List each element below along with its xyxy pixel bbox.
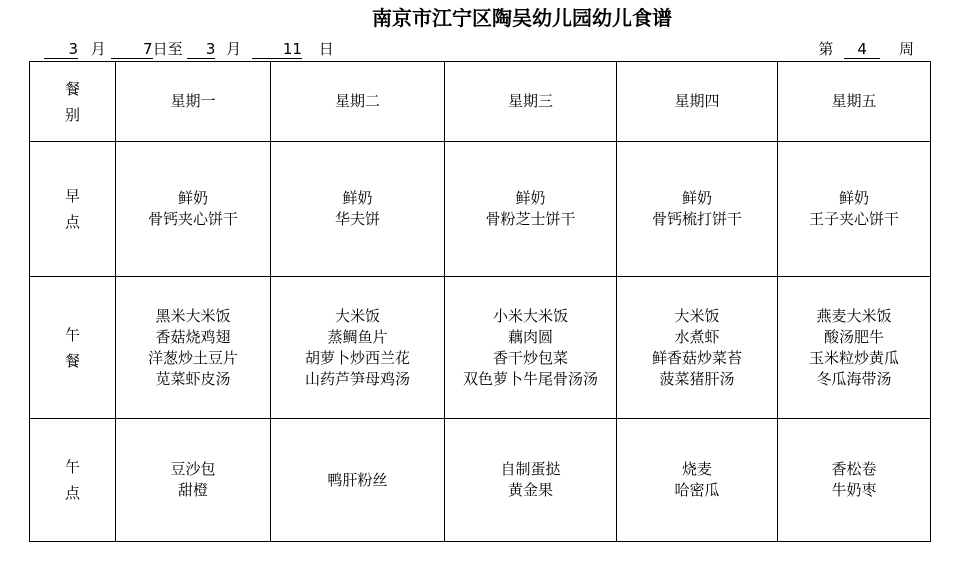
menu-cell-thu [617, 142, 778, 277]
menu-item: 燕麦大米饭 [816, 306, 892, 325]
menu-item: 鲜香菇炒菜苔 [651, 348, 742, 367]
day-header-wed: 星期三 [445, 62, 617, 142]
menu-table [29, 61, 931, 542]
day-to-label: 日至 [152, 40, 183, 58]
menu-cell-fri [778, 142, 931, 277]
menu-item: 大米饭 [674, 306, 720, 325]
menu-item: 菠菜猪肝汤 [659, 369, 735, 388]
menu-item: 烧麦 [681, 460, 712, 478]
end-month: 3 [187, 40, 215, 59]
menu-item: 香干炒包菜 [492, 348, 568, 367]
menu-item: 冬瓜海带汤 [816, 369, 892, 388]
menu-item: 水煮虾 [674, 327, 720, 346]
table-row-breakfast [30, 142, 931, 277]
meal-header-char-1: 餐 [64, 79, 80, 98]
menu-item: 牛奶枣 [831, 481, 877, 499]
menu-cell-fri [778, 419, 931, 542]
menu-item: 山药芦笋母鸡汤 [304, 369, 410, 388]
menu-item: 胡萝卜炒西兰花 [304, 348, 410, 367]
meal-header-cell [30, 62, 116, 142]
menu-item: 大米饭 [334, 306, 380, 325]
week-indicator [818, 39, 914, 59]
date-range [44, 39, 334, 59]
menu-cell-wed [445, 142, 617, 277]
header-row [30, 62, 931, 142]
menu-item: 鲜奶 [177, 189, 208, 207]
month-char-1: 月 [90, 40, 106, 58]
meal-header-char-2: 别 [64, 105, 80, 124]
meal-label-cell [30, 419, 116, 542]
table-row-snack [30, 419, 931, 542]
menu-item: 哈密瓜 [674, 481, 720, 499]
menu-cell-thu [617, 419, 778, 542]
menu-item: 鲜奶 [515, 189, 546, 207]
menu-cell-mon [116, 277, 271, 419]
menu-item: 鸭肝粉丝 [327, 470, 388, 489]
menu-item: 苋菜虾皮汤 [155, 369, 231, 388]
meal-label-char: 早 [64, 187, 80, 205]
menu-item: 甜橙 [177, 481, 208, 499]
meal-label-char: 点 [64, 213, 80, 231]
menu-item: 骨钙梳打饼干 [651, 210, 742, 228]
meal-label-char: 点 [64, 484, 80, 502]
menu-item: 黄金果 [507, 481, 553, 499]
menu-cell-thu [617, 277, 778, 419]
menu-item: 骨钙夹心饼干 [147, 210, 238, 228]
day-header-fri: 星期五 [778, 62, 931, 142]
menu-item: 豆沙包 [170, 460, 216, 478]
day-header-mon: 星期一 [116, 62, 271, 142]
menu-item: 自制蛋挞 [500, 460, 561, 478]
week-suffix: 周 [898, 40, 914, 58]
day-char: 日 [318, 40, 334, 58]
menu-item: 鲜奶 [838, 189, 869, 207]
menu-cell-tue [271, 142, 445, 277]
menu-cell-wed [445, 277, 617, 419]
menu-cell-mon [116, 419, 271, 542]
menu-item: 香松卷 [831, 460, 877, 478]
meal-label-cell [30, 142, 116, 277]
menu-item: 黑米大米饭 [155, 306, 231, 325]
start-month: 3 [44, 40, 78, 59]
day-header-tue: 星期二 [271, 62, 445, 142]
week-number: 4 [844, 40, 880, 59]
menu-item: 鲜奶 [342, 189, 373, 207]
menu-item: 洋葱炒土豆片 [147, 348, 238, 367]
meal-label-char: 餐 [64, 351, 80, 370]
menu-item: 藕肉圆 [507, 327, 553, 346]
menu-item: 王子夹心饼干 [808, 210, 899, 228]
menu-item: 小米大米饭 [492, 306, 568, 325]
menu-item: 玉米粒炒黄瓜 [808, 348, 899, 367]
day-header-thu: 星期四 [617, 62, 778, 142]
end-day: 11 [252, 40, 302, 59]
week-prefix: 第 [818, 40, 834, 58]
menu-item: 华夫饼 [334, 210, 380, 228]
menu-cell-tue [271, 419, 445, 542]
menu-cell-mon [116, 142, 271, 277]
meal-label-cell [30, 277, 116, 419]
page-title: 南京市江宁区陶吴幼儿园幼儿食谱 [372, 6, 672, 30]
menu-item: 蒸鲷鱼片 [327, 327, 388, 346]
month-char-2: 月 [226, 40, 242, 58]
start-day: 7 [111, 40, 153, 59]
meal-label-char: 午 [64, 458, 80, 476]
menu-cell-wed [445, 419, 617, 542]
menu-item: 香菇烧鸡翅 [155, 327, 231, 346]
table-row-lunch [30, 277, 931, 419]
meal-label-char: 午 [64, 325, 80, 344]
menu-item: 双色萝卜牛尾骨汤汤 [462, 369, 598, 388]
menu-item: 酸汤肥牛 [823, 327, 884, 346]
menu-cell-fri [778, 277, 931, 419]
menu-cell-tue [271, 277, 445, 419]
menu-item: 鲜奶 [681, 189, 712, 207]
menu-item: 骨粉芝士饼干 [485, 210, 576, 228]
